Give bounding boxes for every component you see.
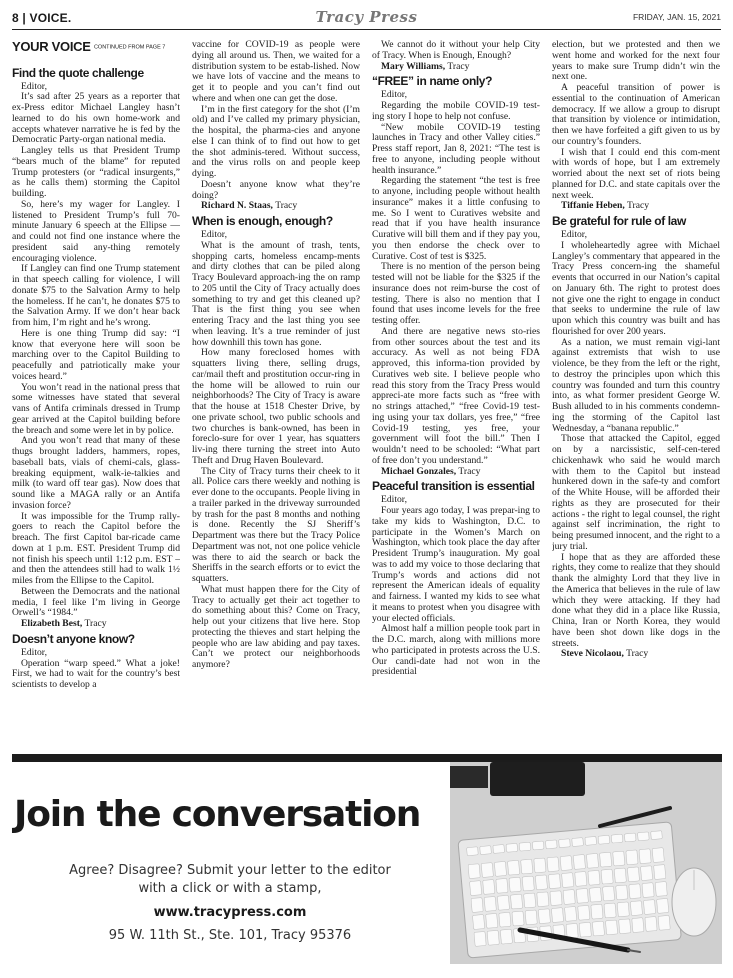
signature-town: Tracy bbox=[275, 200, 298, 212]
promo-headline: Join the conversation bbox=[14, 794, 421, 835]
letter-headline: When is enough, enough? bbox=[192, 214, 333, 228]
promo-subtext-line: Agree? Disagree? Submit your letter to the editor bbox=[69, 863, 391, 878]
signature-name: Mary Williams, bbox=[381, 60, 446, 72]
salutation: Editor, bbox=[201, 229, 227, 240]
letter-headline: Find the quote challenge bbox=[12, 65, 144, 80]
letter-paragraph: I’m in the first category for the shot (I’m old) and I’ve called my primary physician, the hospital, the pharma-cies and anyone else I can think of to find out how to get the shot adminis-tered. Without success, and the virus rolls on and people keep dying. bbox=[192, 103, 360, 179]
issue-date: FRIDAY, JAN. 15, 2021 bbox=[632, 12, 721, 22]
signature-town: Tracy bbox=[626, 648, 649, 660]
phone-icon bbox=[490, 762, 585, 796]
promo-subtext bbox=[12, 862, 448, 898]
letter-paragraph: I wish that I could end this com-ment with words of hope, but I am extremely worried about the next set of riots being planned for D.C. and state capitals over the next week. bbox=[552, 146, 720, 201]
page-header bbox=[12, 8, 721, 30]
signature-name: Richard N. Staas, bbox=[201, 200, 273, 212]
letter-paragraph: vaccine for COVID-19 as people were dying all around us. Then, we waited for a distribution system to be estab-lished. Now we have lots of vaccine and the means to get it to people and you can’t find out where and when one can get the dose. bbox=[192, 40, 360, 104]
salutation: Editor, bbox=[381, 89, 407, 101]
column-2 bbox=[192, 40, 360, 740]
letter-paragraph: It was impossible for the Trump rally-goers to reach the Capitol before the breach. The first Capitol bar-ricade came down at 1 p.m. EST. President Trump did not finish his speech until 1:12 p.m. EST – and then the attendees still had to walk 1½ miles from the Ellipse to the Capitol. bbox=[12, 510, 180, 587]
letter-paragraph: “New mobile COVID-19 testing launches in Tracy and other Valley cities.” Press staff report, Jan 8, 2021: “The test is free to anyone, including people without health insurance.” bbox=[372, 121, 540, 176]
signature-name: Elizabeth Best, bbox=[21, 618, 83, 630]
letter-paragraph: If Langley can find one Trump statement in that speech calling for violence, I will donate $75 to the Salvation Army to help the homeless. If he can’t, he donates $75 to the Salvation Army. If we don’t hear back from him, I’m right and he’s wrong. bbox=[12, 263, 180, 329]
letter-paragraph: Almost half a million people took part in the D.C. march, along with millions more who participated in protests across the U.S. Our candi-date had not won in the presidential bbox=[372, 623, 540, 678]
letter-paragraph: Doesn’t anyone know what they’re doing? bbox=[192, 178, 360, 201]
letter-headline: “FREE” in name only? bbox=[372, 74, 493, 89]
signature-name: Michael Gonzales, bbox=[381, 465, 457, 477]
letter-signature bbox=[12, 619, 180, 630]
letter-paragraph: What must happen there for the City of Tracy to actually get their act together to do something about this? Come on Tracy, help out your citizens that live here. Stop protecting the thieves and start helping the people who are law abiding and pay taxes. Can’t we protect our neighborhoods anymore? bbox=[192, 583, 360, 670]
letter-paragraph: Regarding the statement “the test is free to anyone, including people without health insurance” makes it a little confusing to me. So I went to Curatives website and read that if you have health insurance Curative will bill them and if they pay you, you then endorse the check over to Curative. Cost of test is $325. bbox=[372, 175, 540, 262]
letter-signature bbox=[552, 649, 720, 660]
letter-paragraph: There is no mention of the person being tested will not be liable for the $325 if the insurance does not reim-burse the cost of testing. There is also no mention that I found that uses income levels for the free testing offer. bbox=[372, 261, 540, 326]
salutation: Editor, bbox=[21, 646, 47, 658]
keyboard-pen-photo bbox=[450, 762, 722, 964]
column-1 bbox=[12, 40, 180, 740]
letter-paragraph: I hope that as they are afforded these rights, they come to realize that they should thank the almighty Lord that they live in the America that believes in the rule of law which they were attacking. If they had done what they did in a place like Russia, China, Iran or North Korea, they would have been shot down like dogs in the streets. bbox=[552, 551, 720, 649]
kicker-title: YOUR VOICE bbox=[12, 40, 91, 54]
salutation: Editor, bbox=[561, 229, 587, 240]
promo-divider-bar bbox=[12, 754, 722, 762]
letter-paragraph: It’s sad after 25 years as a reporter that ex-Press editor Michael Langley hasn’t learned to do his own home-work and accepts whatever narrative he is fed by the Democratic Party-organ national media. bbox=[12, 91, 180, 146]
salutation: Editor, bbox=[21, 80, 47, 92]
letter-signature bbox=[192, 201, 360, 212]
letter-paragraph: Langley tells us that President Trump “bears much of the blame” for reputed Trump protesters (or “radical insurgents,” as he calls them) storming the Capitol building. bbox=[12, 145, 180, 200]
letter-paragraph: So, here’s my wager for Langley. I listened to President Trump’s full 70-minute January 6 speech at the Ellipse — and could not find one instance where the president said any-thing remotely encouraging violence. bbox=[12, 198, 180, 264]
letter-paragraph: What is the amount of trash, tents, shopping carts, homeless encamp-ments and dirty clothes that can be piled along Tracy Boulevard approach-ing the on ramp to 205 until the City of Tracy actually does something to try and get this cleaned up? That is the first thing you see when entering Tracy and the last thing you see when leaving. It’s a true reminder of just how downhill this town has gone. bbox=[192, 239, 360, 348]
letters-columns bbox=[12, 40, 722, 740]
letter-paragraph: As a nation, we must remain vigi-lant against extremists that wish to use violence, be they from the left or the right, to destroy the principles upon which this country was founded and turn this country into, as what former president George W. Bush alluded to in his comments condemn-ing the storming of the Capitol last Wednesday, a “banana republic.” bbox=[552, 336, 720, 434]
letter-headline: Peaceful transition is essential bbox=[372, 479, 535, 494]
join-conversation-promo bbox=[12, 754, 722, 964]
salutation: Editor, bbox=[381, 494, 407, 506]
signature-town: Tracy bbox=[458, 465, 481, 477]
letter-paragraph: You won’t read in the national press that some witnesses have stated that several vans of Antifa criminals dressed in Trump gear arrived at the Capitol building before the breach and some were let in by police. bbox=[12, 381, 180, 436]
section-kicker bbox=[12, 40, 180, 55]
signature-town: Tracy bbox=[84, 618, 107, 630]
letter-signature bbox=[552, 201, 720, 212]
letter-paragraph: Those that attacked the Capitol, egged on by a narcissistic, self-cen-tered chickenhawk who said he would march with them to the Capitol but instead hunkered down in the safe-ty and comfort of the White House, will be afforded their rights as they are prosecuted for their actions - the right to legal counsel, the right against self incrimination, the right to being presumed innocent, and the right to a jury trial. bbox=[552, 433, 720, 552]
letter-paragraph: How many foreclosed homes with squatters living there, selling drugs, car/mail theft and prostitution occur-ring in the home will be allowed to ruin our neighborhoods? The City of Tracy is aware that the house at 1518 Chester Drive, by one private school, two public schools and two churches is bank-owned, has been in foreclo-sure for over 1 year, has squatters liv-ing there turning the street into Auto Theft and Drug Haven Boulevard. bbox=[192, 347, 360, 466]
letter-paragraph: election, but we protested and then we went home and worked for the next four years to make sure Trump didn’t win the next one. bbox=[552, 40, 720, 83]
letter-paragraph: Four years ago today, I was prepar-ing to take my kids to Washington, D.C. to participate in the Women’s March on Washington, which took place the day after President Trump’s inauguration. My goal was to add my voice to those declaring that Trump’s words and actions did not represent the American ideals of equality and fairness. I wanted my kids to see what it means to protest when you disagree with your elected officials. bbox=[372, 505, 540, 624]
letter-paragraph: And you won’t read that many of these thugs brought ladders, hammers, ropes, baseball bats, vials of chemi-cals, glass-breaking equipment, walk-ie-talkies and milk (to ward off tear gas). Now does that sound like a MAGA rally or an Antifa invasion force? bbox=[12, 435, 180, 511]
letter-paragraph: Operation “warp speed.” What a joke! First, we had to wait for the country’s best scientists to develop a bbox=[12, 657, 180, 691]
kicker-continued: CONTINUED FROM PAGE 7 bbox=[93, 44, 166, 51]
masthead-logo: Tracy Press bbox=[315, 8, 418, 26]
letter-paragraph: The City of Tracy turns their cheek to it all. Police cars there weekly and nothing is ever done to the occupants. People living in a trailer parked in the driveway surrounded by trash for the past 8 months and nothing is done. Recently the SJ Sheriff’s Department was there but the Tracy Police Department was not, not one police vehicle was there to aid the search or back the Sheriffs in the search efforts or to evict the squatters. bbox=[192, 465, 360, 584]
letter-signature bbox=[372, 62, 540, 73]
signature-name: Steve Nicolaou, bbox=[561, 648, 624, 660]
promo-mailing-address: 95 W. 11th St., Ste. 101, Tracy 95376 bbox=[108, 928, 352, 943]
signature-town: Tracy bbox=[447, 60, 470, 72]
promo-subtext-line: with a click or with a stamp, bbox=[138, 881, 322, 896]
letter-signature bbox=[372, 467, 540, 478]
letter-headline: Be grateful for rule of law bbox=[552, 214, 686, 228]
letter-paragraph: And there are negative news sto-ries from other sources about the test and its accuracy. As well as not being FDA approved, this informa-tion provided by Curatives web site. I believe people who read this story from the Tracy Press would appreci-ate more facts such as “free with no strings attached,” “free Covid-19 test-ing using your tax dollars, yes free,” “free Covid-19 testing, yes free, your government will foot the bill.” Then I wouldn’t need to be schooled: “What part of free don’t you understand.” bbox=[372, 325, 540, 466]
keyboard-pen-illustration bbox=[450, 762, 722, 964]
column-4 bbox=[552, 40, 720, 740]
signature-town: Tracy bbox=[627, 200, 650, 212]
letter-paragraph: Here is one thing Trump did say: “I know that everyone here will soon be marching over to the Capitol Building to peacefully and patriotically make your voices heard.” bbox=[12, 327, 180, 382]
letter-paragraph: A peaceful transition of power is essential to the continuation of American democracy. If we allow a group to disrupt that transition by violence or intimidation, then we have forfeited a gift given to us by our country’s founders. bbox=[552, 82, 720, 147]
letter-paragraph: Between the Democrats and the national media, I feel like I’m living in George Orwell’s “1984.” bbox=[12, 585, 180, 619]
letter-paragraph: Regarding the mobile COVID-19 test-ing story I hope to help not confuse. bbox=[372, 100, 540, 122]
column-3 bbox=[372, 40, 540, 740]
page-section-label: 8 | VOICE. bbox=[12, 11, 72, 25]
promo-website-link[interactable]: www.tracypress.com bbox=[153, 905, 307, 920]
letter-paragraph: I wholeheartedly agree with Michael Langley’s commentary that appeared in the Tracy Press concern-ing the shameful events that occurred in our Nation’s capital on January 6th. The right to protest does not give one the right to engage in conduct that seeks to undermine the rule of law upon which this country was built and has flourished for over 200 years. bbox=[552, 239, 720, 337]
letter-headline: Doesn’t anyone know? bbox=[12, 631, 135, 646]
letter-paragraph: We cannot do it without your help City of Tracy. When is Enough, Enough? bbox=[372, 40, 540, 61]
promo-text-panel bbox=[12, 762, 448, 964]
signature-name: Tiffanie Heben, bbox=[561, 200, 625, 212]
